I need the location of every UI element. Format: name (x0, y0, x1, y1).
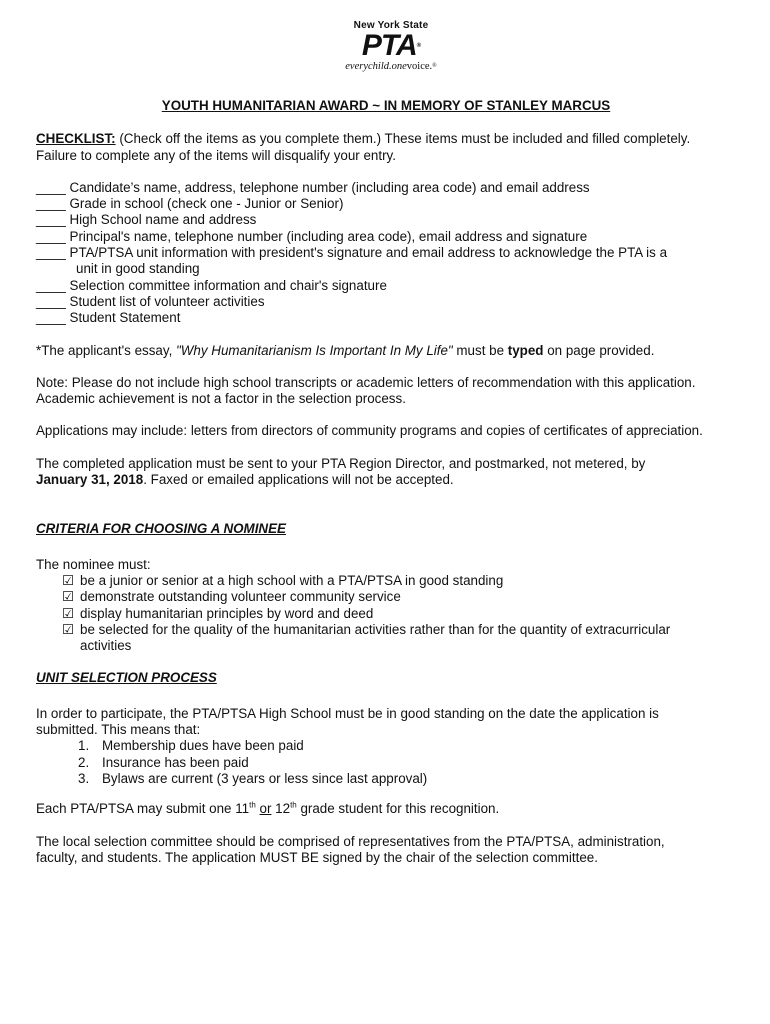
list-item: ☑ be a junior or senior at a high school with a PTA/PTSA in good standing (62, 572, 504, 588)
checklist-intro: CHECKLIST: (Check off the items as you complete them.) These items must be included and filled completely. Failure to complete any of the items will disqualify your entry. (36, 131, 691, 163)
essay-note: *The applicant's essay, "Why Humanitarianism Is Important In My Life" must be typed on page provided. (36, 342, 655, 358)
checklist (36, 180, 736, 327)
list-item: 1. Membership dues have been paid (78, 738, 304, 754)
logo-state: New York State (353, 20, 429, 31)
grade-note: Each PTA/PTSA may submit one 11th or 12th grade student for this recognition. (36, 800, 500, 817)
list-item: ☑ be selected for the quality of the humanitarian activities rather than for the quantity of extracurricular activities (62, 621, 671, 654)
committee-note: The local selection committee should be comprised of representatives from the PTA/PTSA, administration, faculty, and students. The application MUST BE signed by the chair of the selection committee. (36, 833, 665, 865)
page-title: YOUTH HUMANITARIAN AWARD ~ IN MEMORY OF STANLEY MARCUS (161, 98, 611, 113)
list-item: 2. Insurance has been paid (78, 754, 249, 770)
unit-list (36, 738, 736, 787)
transcript-note: Note: Please do not include high school transcripts or academic letters of recommendation with this application. Academic achievement is not a factor in the selection process. (36, 374, 696, 407)
applications-note: Applications may include: letters from directors of community programs and copies of certificates of appreciation. (36, 423, 703, 439)
deadline-note: The completed application must be sent to your PTA Region Director, and postmarked, not metered, by January 31, 2018. Faxed or emailed applications will not be accepted. (36, 455, 646, 488)
checkbox-icon: ☑ (62, 621, 75, 637)
checklist-item: ____ Candidate’s name, address, telephone number (including area code) and email address (36, 179, 590, 195)
list-item: 3. Bylaws are current (3 years or less since last approval) (78, 770, 428, 786)
checklist-item: ____ Selection committee information and chair's signature (36, 277, 387, 293)
checklist-item: ____ High School name and address (36, 212, 257, 228)
unit-intro: In order to participate, the PTA/PTSA High School must be in good standing on the date the application is submitted. This means that: (36, 705, 659, 738)
document-body (36, 98, 736, 882)
checklist-item: ____ Student Statement (36, 310, 181, 326)
criteria-intro: The nominee must: (36, 556, 151, 572)
deadline-date: January 31, 2018 (36, 472, 144, 488)
checklist-item: ____ Grade in school (check one - Junior or Senior) (36, 196, 344, 212)
checklist-item: ____ PTA/PTSA unit information with president's signature and email address to acknowledge the PTA is a (36, 245, 668, 261)
checkbox-icon: ☑ (62, 605, 75, 621)
criteria-list (36, 573, 736, 654)
list-item: ☑ demonstrate outstanding volunteer community service (62, 589, 401, 605)
list-item: ☑ display humanitarian principles by word and deed (62, 605, 374, 621)
checklist-item: ____ Principal's name, telephone number (including area code), email address and signature (36, 228, 588, 244)
checkbox-icon: ☑ (62, 589, 75, 605)
criteria-heading: CRITERIA FOR CHOOSING A NOMINEE (36, 521, 286, 537)
logo-tagline: everychild.onevoice.® (345, 61, 437, 72)
checklist-item-continued: unit in good standing (76, 261, 200, 277)
checklist-item: ____ Student list of volunteer activities (36, 293, 265, 309)
checkbox-icon: ☑ (62, 572, 75, 588)
unit-heading: UNIT SELECTION PROCESS (36, 670, 217, 686)
logo-pta: PTA® (361, 29, 421, 62)
checklist-label: CHECKLIST: (36, 131, 116, 147)
nys-pta-logo (336, 20, 446, 82)
